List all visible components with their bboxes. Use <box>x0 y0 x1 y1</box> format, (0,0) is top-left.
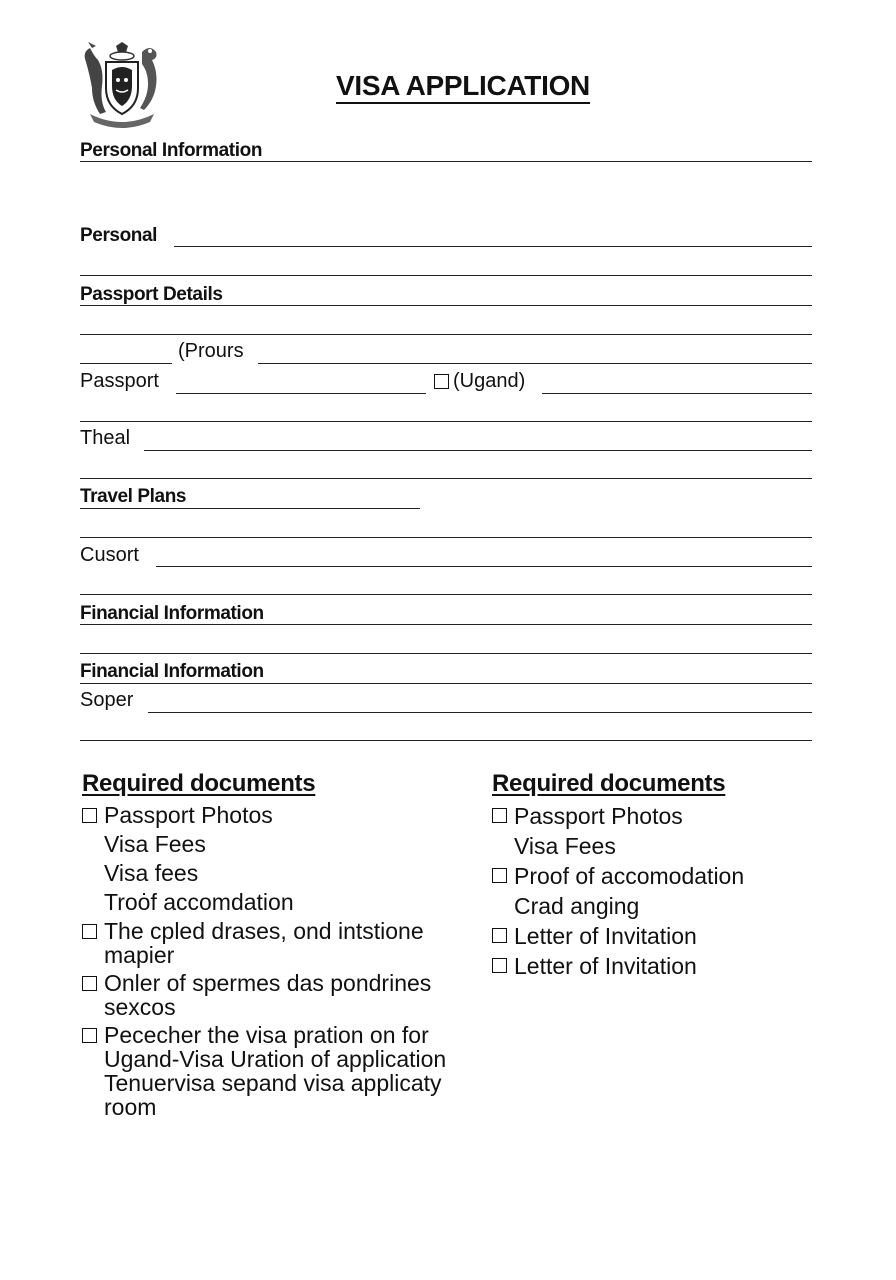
passport-details-heading: Passport Details <box>80 284 223 305</box>
theal-label: Theal <box>80 427 131 449</box>
checkbox[interactable] <box>82 808 97 823</box>
list-item[interactable]: The cpled drases, ond intstione <box>82 919 446 943</box>
checkbox[interactable] <box>492 808 507 823</box>
form-line[interactable] <box>80 594 812 595</box>
list-item[interactable]: Passport Photos <box>82 801 446 830</box>
passport-label: Passport <box>80 370 159 392</box>
ugand-checkbox[interactable] <box>434 374 449 389</box>
required-documents-heading-right: Required documents <box>492 770 726 797</box>
list-item: Visa fees <box>104 860 199 886</box>
required-documents-heading-left: Required documents <box>82 770 316 797</box>
travel-plans-heading: Travel Plans <box>80 486 187 507</box>
list-item: Tenuervisa sepand visa applicaty <box>104 1070 442 1096</box>
required-documents-list-left <box>82 801 446 1119</box>
form-line <box>80 508 420 509</box>
list-item: Ugand-Visa Uration of application <box>104 1046 447 1072</box>
cusort-input[interactable] <box>156 566 812 567</box>
theal-input[interactable] <box>144 450 812 451</box>
personal-input[interactable] <box>174 246 812 247</box>
ugand-label: (Ugand) <box>453 370 526 392</box>
list-item: Crad anging <box>514 893 640 919</box>
required-documents-list-right <box>492 801 744 981</box>
form-line <box>80 683 812 684</box>
checkbox[interactable] <box>492 958 507 973</box>
ugand-input[interactable] <box>542 393 812 394</box>
soper-input[interactable] <box>148 712 812 713</box>
form-line[interactable] <box>80 275 812 276</box>
checkbox[interactable] <box>82 1028 97 1043</box>
passport-input[interactable] <box>176 393 426 394</box>
checkbox[interactable] <box>82 924 97 939</box>
prours-label: (Prours <box>178 340 244 362</box>
list-item: mapier <box>104 942 175 968</box>
ugand-option[interactable] <box>434 370 525 393</box>
form-line[interactable] <box>80 537 812 538</box>
prours-input[interactable] <box>258 363 812 364</box>
form-line[interactable] <box>80 334 812 335</box>
list-item: Visa Fees <box>514 833 616 859</box>
financial-information-heading: Financial Information <box>80 603 264 624</box>
list-item: Visa Fees <box>104 831 206 857</box>
list-item: sexcos <box>104 994 176 1020</box>
checkbox[interactable] <box>492 928 507 943</box>
list-item[interactable]: Letter of Invitation <box>492 921 744 951</box>
list-item[interactable]: Onler of spermes das pondrines <box>82 971 446 995</box>
prours-prefix-input[interactable] <box>80 363 172 364</box>
form-line[interactable] <box>80 478 812 479</box>
personal-label: Personal <box>80 225 158 246</box>
form-line[interactable] <box>80 653 812 654</box>
list-item[interactable]: Passport Photos <box>492 801 744 831</box>
list-item[interactable]: Pececher the visa pration on for <box>82 1023 446 1047</box>
financial-information-heading-2: Financial Information <box>80 661 264 682</box>
form-line[interactable] <box>80 740 812 741</box>
page-title: VISA APPLICATION <box>0 70 896 102</box>
cusort-label: Cusort <box>80 544 139 566</box>
list-item: room <box>104 1094 157 1120</box>
form-line <box>80 161 812 162</box>
form-line <box>80 624 812 625</box>
list-item[interactable]: Letter of Invitation <box>492 951 744 981</box>
checkbox[interactable] <box>82 976 97 991</box>
list-item[interactable]: Proof of accomodation <box>492 861 744 891</box>
list-item: Troȯf accomdation <box>104 889 294 915</box>
soper-label: Soper <box>80 689 134 711</box>
checkbox[interactable] <box>492 868 507 883</box>
form-line[interactable] <box>80 421 812 422</box>
personal-information-heading: Personal Information <box>80 140 263 161</box>
form-line <box>80 305 812 306</box>
